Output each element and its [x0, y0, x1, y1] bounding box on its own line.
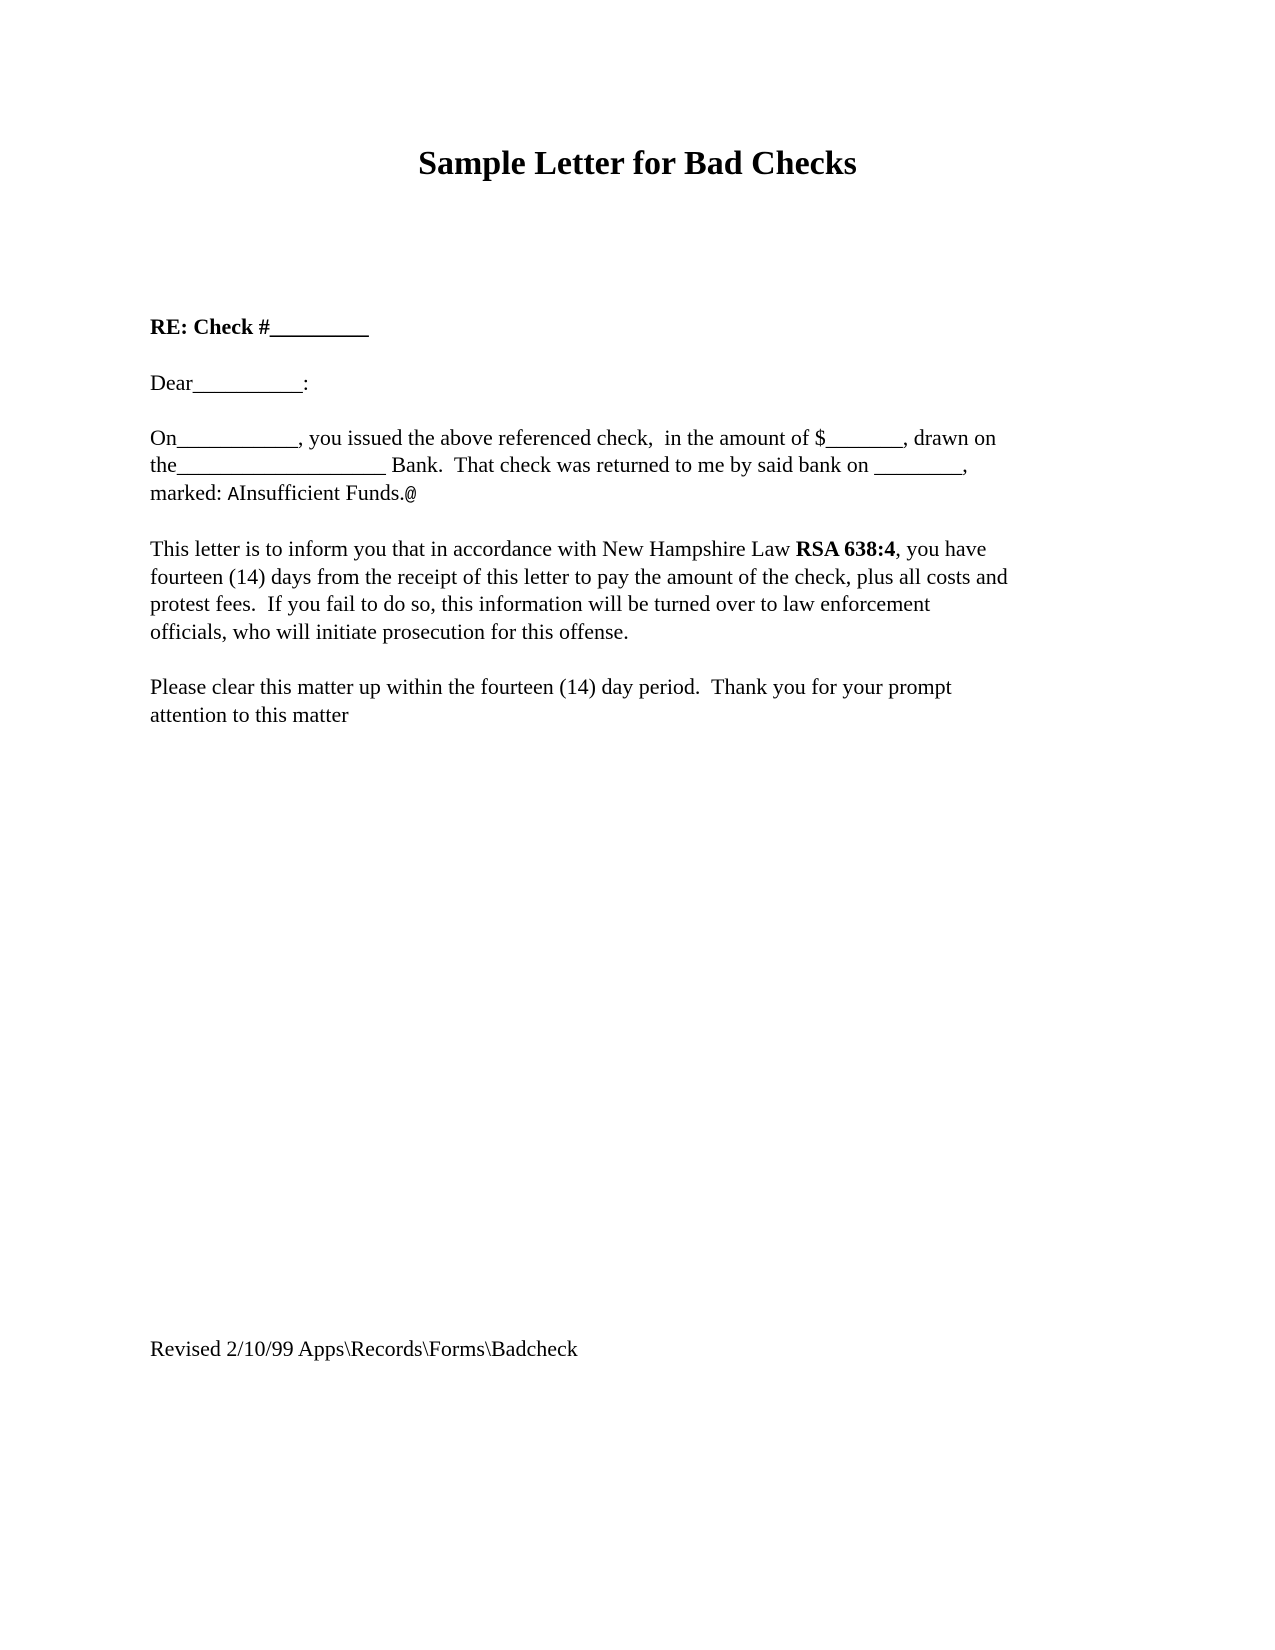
paragraph1-line1: On___________, you issued the above referenced check, in the amount of $_______, drawn on — [150, 425, 997, 450]
paragraph2-line1-prefix: This letter is to inform you that in accordance with New Hampshire Law — [150, 536, 796, 561]
paragraph3-line2: attention to this matter — [150, 702, 349, 727]
insufficient-funds-text: Insufficient Funds. — [239, 480, 405, 505]
document-title: Sample Letter for Bad Checks — [418, 145, 857, 182]
re-check-line: RE: Check #_________ — [150, 314, 369, 339]
marked-label: marked: — [150, 480, 228, 505]
paragraph2-line1 — [150, 534, 986, 563]
close-quote-glyph: @ — [404, 484, 417, 506]
salutation: Dear__________: — [150, 370, 309, 395]
paragraph1-line3 — [150, 478, 416, 510]
statute-reference: RSA 638:4 — [795, 536, 896, 561]
paragraph2-line4: officials, who will initiate prosecution for this offense. — [150, 619, 629, 644]
paragraph1-line2: the___________________ Bank. That check was returned to me by said bank on ________, — [150, 452, 968, 477]
paragraph2-line2: fourteen (14) days from the receipt of this letter to pay the amount of the check, plus all costs and — [150, 564, 1008, 589]
paragraph2-line3: protest fees. If you fail to do so, this information will be turned over to law enforcement — [150, 591, 931, 616]
revision-footer: Revised 2/10/99 Apps\Records\Forms\Badcheck — [150, 1336, 578, 1361]
paragraph2-line1-suffix: , you have — [895, 536, 987, 561]
open-quote-glyph: A — [227, 484, 239, 506]
paragraph3-line1: Please clear this matter up within the fourteen (14) day period. Thank you for your prompt — [150, 674, 952, 699]
